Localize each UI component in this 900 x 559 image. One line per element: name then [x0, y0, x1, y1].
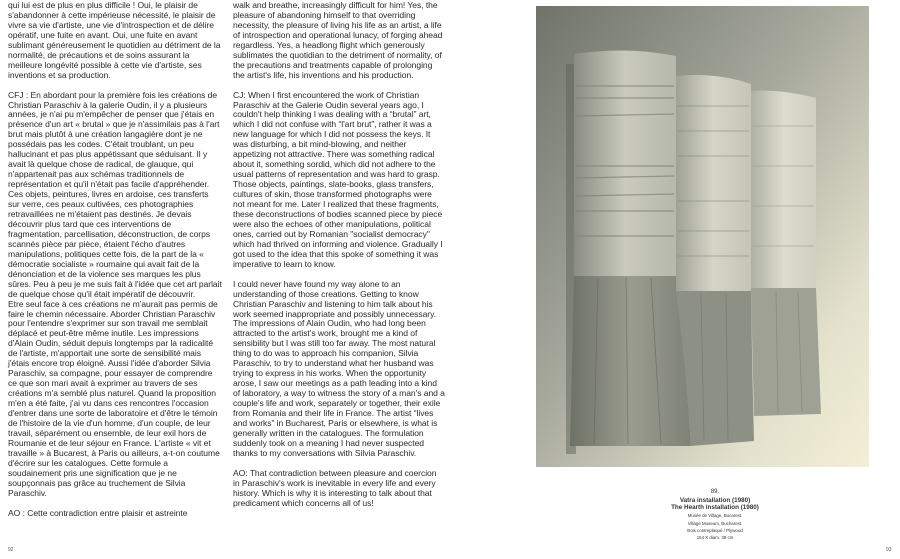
installation-photo-illustration	[536, 6, 869, 467]
paragraph: Etre seul face à ces créations ne m'aurait pas permis de faire le chemin nécessaire. Aborder Christian Paraschiv pour l'entendre s'exprimer sur son travail me semblait déplacé et peut-être même inutile. Les impressions d'Alain Oudin, séduit depuis longtemps par la radicalité de l'artiste, m'apportait une sorte de sensibilité mais j'étais encore trop éloigné. Aussi l'idée d'aborder Silvia Paraschiv, sa compagne, pour essayer de comprendre ce que son mari avait à exprimer au travers de ses créations m'a semblé plus naturel. Quand la proposition m'en a été faite, j'ai vu dans ces rencontres l'occasion d'entrer dans une sorte de laboratoire et d'être le témoin de l'histoire de la vie d'un homme, d'un couple, de leur travail, séparément ou ensemble, de leur exil hors de Roumanie et de leur séjour en France. L'artiste « vit et travaille » à Bucarest, à Paris ou ailleurs, a-t-on coutume d'écrire sur les catalogues. Cette formule a soudainement pris une signification que je ne soupçonnais pas grâce au truchement de Silvia Paraschiv.	[8, 298, 220, 498]
artwork-photo	[536, 6, 869, 467]
paragraph: AO: That contradiction between pleasure and coercion in Paraschiv's work is inevitable in every life and every history. Which is why it is interesting to talk about that predicament which concerns all of us!	[233, 467, 437, 508]
english-text-column	[233, 1, 445, 519]
paragraph: qui lui est de plus en plus difficile ! Oui, le plaisir de s'abandonner à cette impérieuse nécessité, le plaisir de vivre sa vie d'artiste, une vie d'introspection et de délire opératif, une fuite en avant. Oui, une fuite en avant sublimant généreusement le quotidien au détriment de la normalité, de précautions et de soins assurant la meilleure longévité possible à cette vie d'artiste, ses inventions et sa production.	[8, 0, 221, 80]
paragraph: AO : Cette contradiction entre plaisir et astreinte	[8, 507, 188, 518]
photo-caption	[640, 489, 790, 542]
caption-location-en: Village Museum, Bucharest.	[687, 520, 743, 526]
caption-location-fr: Musée de Village, Bucarest.	[687, 513, 743, 519]
caption-dimensions: 154 X diam. 39 cm	[696, 535, 734, 541]
caption-title-fr: Vatra installation (1980)	[679, 496, 751, 504]
paragraph: I could never have found my way alone to an understanding of those creations. Getting to know Christian Paraschiv and listening to him talk about his work seemed inappropriate and possibly unnecessary. The impressions of Alain Oudin, who had long been attracted to the artist's work, brought me a kind of sensibility but I was still too far away. The most natural thing to do was to approach his companion, Silvia Paraschiv, to try to understand what her husband was trying to express in his works. When the opportunity arose, I saw our meetings as a path leading into a kind of laboratory, a way to witness the story of a man's and a couple's life and work, separately or together, their exile from Romania and their life in France. The artist “lives and works” in Bucharest, Paris or elsewhere, is what is generally written in the catalogues. The formulation suddenly took on a meaning I had never suspected thanks to my conversations with Silvia Paraschiv.	[233, 278, 445, 458]
page-number-right: 93	[886, 547, 892, 553]
paragraph: CJ: When I first encountered the work of Christian Paraschiv at the Galerie Oudin several years ago, I couldn't help thinking I was dealing with a “brutal” art, which I did not confuse with “l'art brut”, rather it was a new language for which I did not possess the keys. It was disturbing, a bit mind-blowing, and neither appetizing not attractive. There was something radical about it, something sordid, which did not adhere to the usual patterns of representation and was hard to grasp. Those objects, paintings, slate-books, glass transfers, cultures of skin, those transformed photographs were not meant for me. Later I realized that these fragments, these deconstructions of bodies scanned piece by piece were also the echoes of other manipulations, political ones, carried out by Romanian "socialist democracy" which had thrived on informing and violence. Gradually I got used to the idea that this spoke of something it was imperative to learn to know.	[233, 89, 443, 269]
paragraph: CFJ : En abordant pour la première fois les créations de Christian Paraschiv à la galerie Oudin, il y a plusieurs années, je n'ai pu m'empêcher de penser que j'étais en présence d'un art « brutal » que je n'assimilais pas à l'art brut mais plutôt à une création langagière dont je ne possédais pas les codes. C'était troublant, un peu hallucinant et pas plus appétissant que séduisant. Il y avait là quelque chose de radical, de glauque, qui n'appartenait pas aux schémas traditionnels de représentation et qu'il n'était pas facile d'appréhender. Ces objets, peintures, livres en ardoise, ces transferts sur verre, ces peaux cultivées, ces photographies retravaillées ne m'étaient pas destinés. Je devais découvrir plus tard que ces interventions de fragmentation, parcellisation, déconstruction, de corps scannés pièce par pièce, étaient l'écho d'autres manipulations, politiques cette fois, de la part de la « démocratie socialiste » roumaine qui avait fait de la dénonciation et de la violence ses marques les plus sûres. Peu à peu je me suis fait à l'idée que cet art parlait de quelque chose qu'il était impératif de découvrir.	[8, 89, 222, 299]
caption-material: Bois contreplaqué / Plywood	[687, 527, 743, 533]
french-text-column	[8, 1, 222, 528]
caption-title-en: The Hearth installation (1980)	[671, 504, 759, 512]
caption-number: 89.	[710, 489, 720, 495]
paragraph: walk and breathe, increasingly difficult for him! Yes, the pleasure of abandoning himself to that overriding necessity, the pleasure of living his life as an artist, a life of introspection and operational lunacy, of forging ahead regardless. Yes, a headlong flight which generously sublimates the quotidian to the detriment of normality, of the precautions and treatments capable of prolonging the artist's life, his inventions and his production.	[233, 0, 443, 80]
page-number-left: 92	[8, 547, 14, 553]
